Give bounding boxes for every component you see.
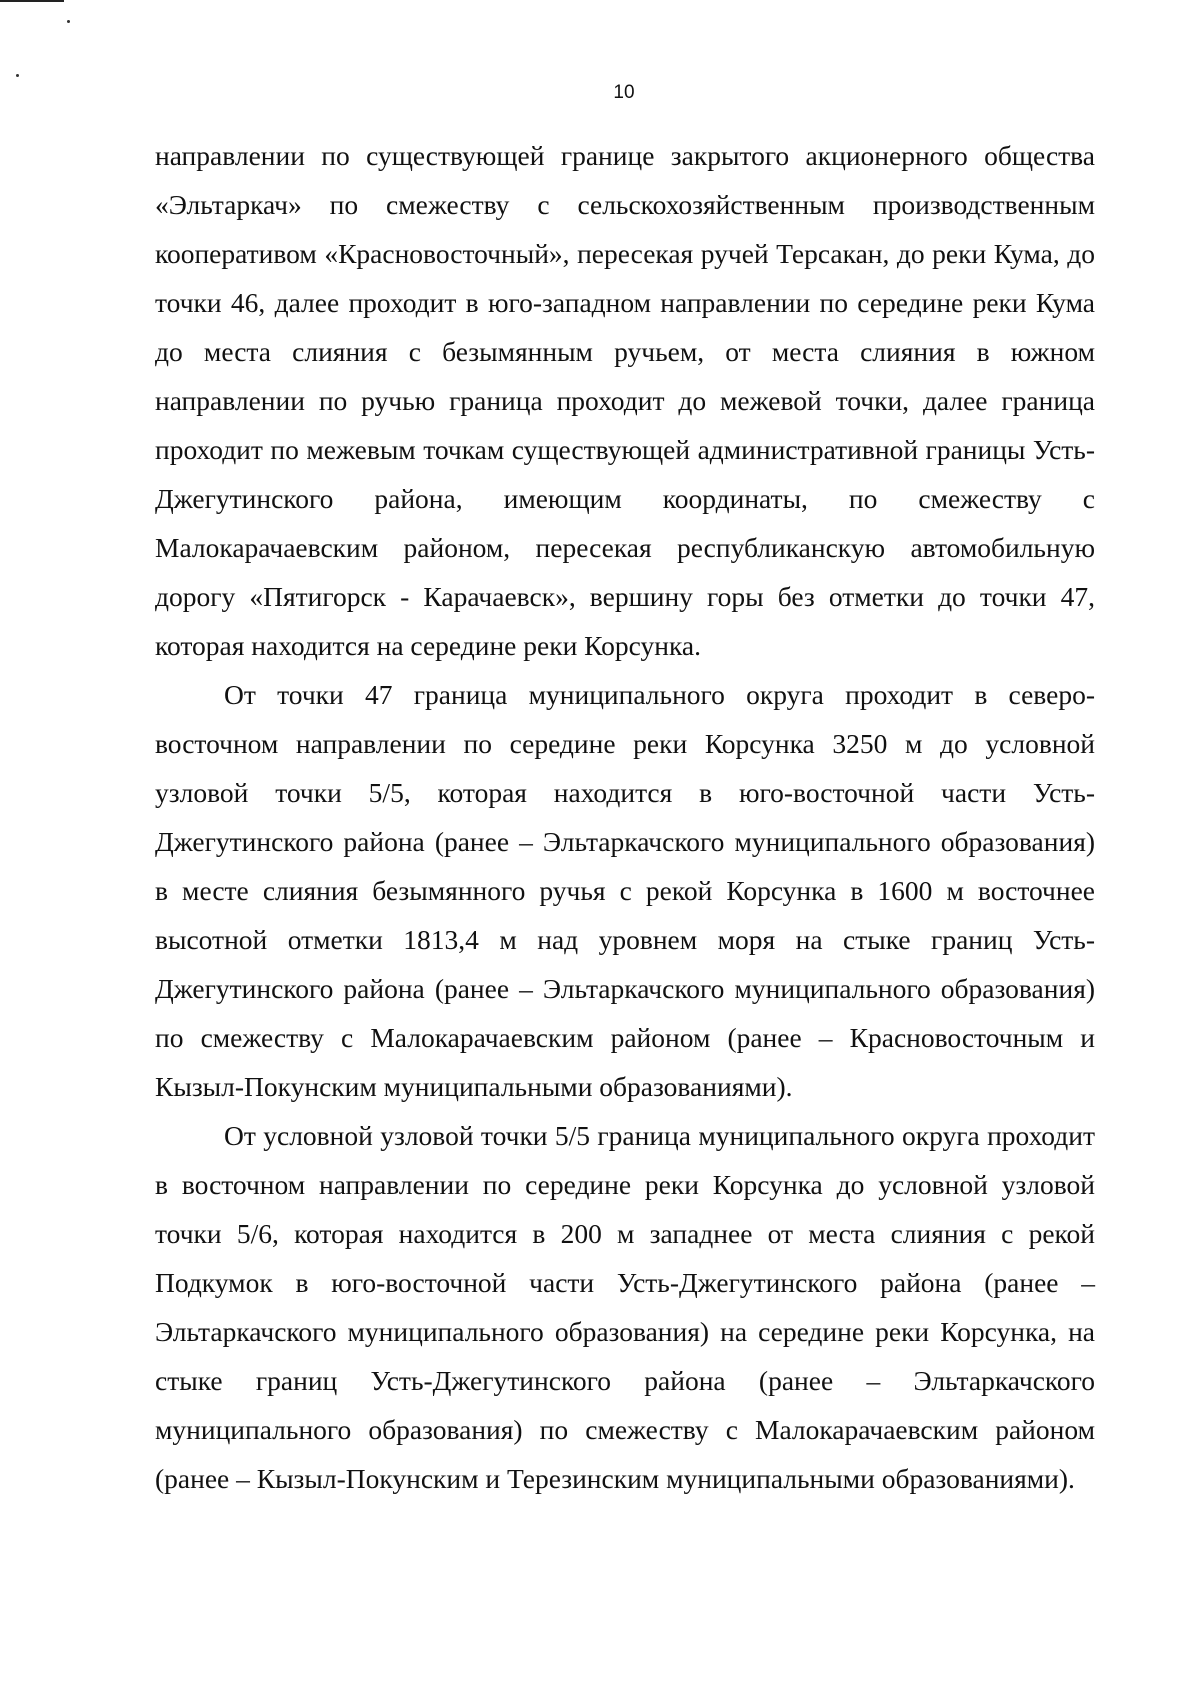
scan-speck: [16, 74, 19, 77]
paragraph-3: От условной узловой точки 5/5 граница муниципального округа проходит в восточном направлении по середине реки Корсунка до условной узловой точки 5/6, которая находится в 200 м западнее от места слияния с рекой Подкумок в юго-восточной части Усть-Джегутинского района (ранее – Эльтаркачского муниципального образования) на середине реки Корсунка, на стыке границ Усть-Джегутинского района (ранее – Эльтаркачского муниципального образования) по смежеству с Малокарачаевским районом (ранее – Кызыл-Покунским и Терезинским муниципальными образованиями).: [155, 1120, 1095, 1494]
paragraph-2: От точки 47 граница муниципального округа проходит в северо-восточном направлении по середине реки Корсунка 3250 м до условной узловой точки 5/5, которая находится в юго-восточной части Усть-Джегутинского района (ранее – Эльтаркачского муниципального образования) в месте слияния безымянного ручья с рекой Корсунка в 1600 м восточнее высотной отметки 1813,4 м над уровнем моря на стыке границ Усть-Джегутинского района (ранее – Эльтаркачского муниципального образования) по смежеству с Малокарачаевским районом (ранее – Красновосточным и Кызыл-Покунским муниципальными образованиями).: [155, 679, 1095, 1102]
paragraph-1: направлении по существующей границе закрытого акционерного общества «Эльтаркач» по смежеству с сельскохозяйственным производственным кооперативом «Красновосточный», пересекая ручей Терсакан, до реки Кума, до точки 46, далее проходит в юго-западном направлении по середине реки Кума до места слияния с безымянным ручьем, от места слияния в южном направлении по ручью граница проходит до межевой точки, далее граница проходит по межевым точкам существующей административной границы Усть-Джегутинского района, имеющим координаты, по смежеству с Малокарачаевским районом, пересекая республиканскую автомобильную дорогу «Пятигорск - Карачаевск», вершину горы без отметки до точки 47, которая находится на середине реки Корсунка.: [155, 140, 1095, 661]
page-number: 10: [613, 82, 635, 103]
document-body: [155, 131, 1095, 1503]
scan-edge-mark: [0, 0, 64, 2]
scan-speck: [67, 20, 70, 23]
